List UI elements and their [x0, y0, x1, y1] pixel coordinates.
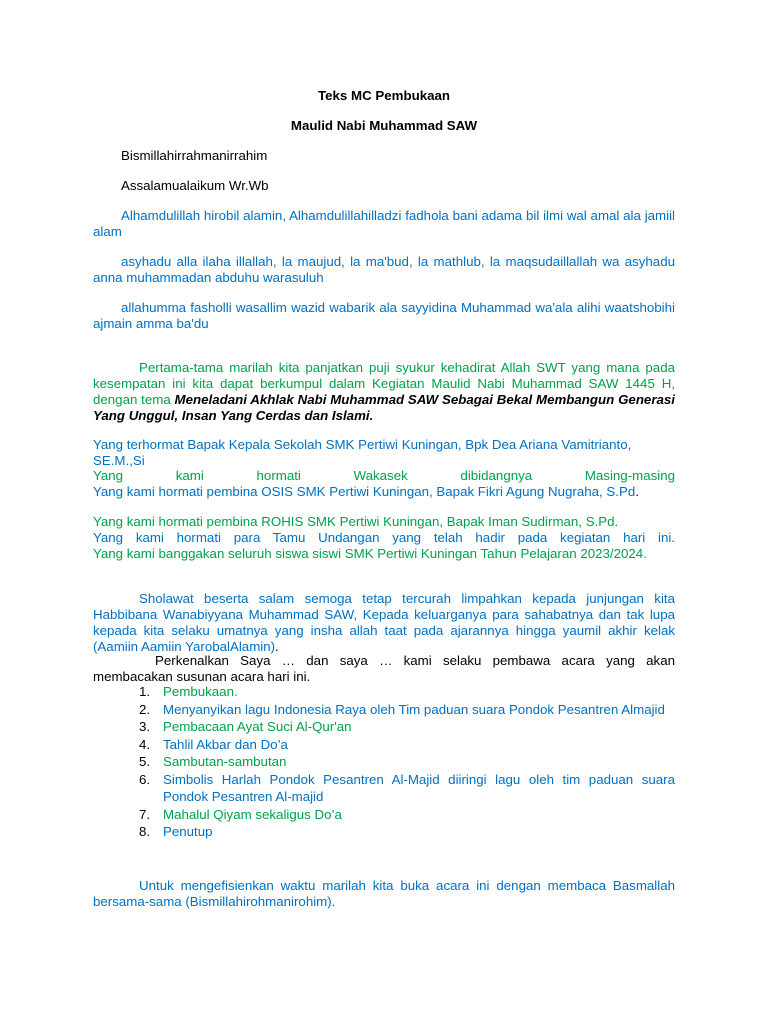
- page-title: Teks MC Pembukaan: [317, 88, 451, 103]
- sholawat-text: Sholawat beserta salam semoga tetap tercurah limpahkan kepada junjungan kita Habbibana Wanabiyyana Muhammad SAW, Kepada keluarganya para sahabatnya dan tak lupa kepada kita selaku umatnya yang insha allah taat pada ajarannya hingga yaumil akhir kelak (Aamiin Aamiin YarobalAlamin): [93, 591, 675, 654]
- list-number: 8.: [139, 824, 151, 839]
- list-number: 4.: [139, 736, 151, 752]
- list-item: [139, 823, 675, 841]
- list-item-text: Pembukaan.: [163, 684, 238, 699]
- list-item-text: Mahalul Qiyam sekaligus Do’a: [163, 806, 342, 822]
- list-item-text: Sambutan-sambutan: [163, 754, 287, 769]
- perkenalan-paragraph: Perkenalkan Saya … dan saya … kami selaku pembawa acara yang akan membacakan susunan acara hari ini.: [93, 653, 675, 684]
- greeting-siswa: Yang kami banggakan seluruh siswa siswi SMK Pertiwi Kuningan Tahun Pelajaran 2023/2024.: [93, 546, 647, 561]
- list-item-text: Pembacaan Ayat Suci Al-Qur'an: [163, 719, 352, 734]
- closing-paragraph: Untuk mengefisienkan waktu marilah kita buka acara ini dengan membaca Basmallah bersama-sama (Bismillahirohmanirohim).: [93, 878, 675, 909]
- list-number: 2.: [139, 701, 151, 717]
- intro-text: Pertama-tama marilah kita panjatkan puji syukur kehadirat Allah SWT yang mana pada kesempatan ini kita dapat berkumpul dalam Kegiatan Maulid Nabi Muhammad SAW 1445 H, dengan tema: [93, 360, 675, 407]
- syahadat-paragraph: asyhadu alla ilaha illallah, la maujud, la ma'bud, la mathlub, la maqsudaillallah wa asyhadu anna muhammadan abduhu warasuluh: [93, 254, 675, 285]
- list-item-text: Simbolis Harlah Pondok Pesantren Al-Majid diiringi lagu oleh tim paduan suara Pondok Pesantren Al-majid: [163, 771, 675, 804]
- list-number: 1.: [139, 684, 151, 699]
- list-item-text: Menyanyikan lagu Indonesia Raya oleh Tim paduan suara Pondok Pesantren Almajid: [163, 701, 665, 717]
- sholawat-paragraph: [93, 591, 675, 655]
- agenda-list: [139, 683, 675, 841]
- list-number: 3.: [139, 719, 151, 734]
- list-item: [139, 736, 675, 754]
- sholawat-end: .: [275, 639, 279, 654]
- intro-paragraph: [93, 360, 675, 424]
- list-item: [139, 718, 675, 736]
- salam: Assalamualaikum Wr.Wb: [121, 178, 269, 193]
- greeting-osis-end: .: [635, 484, 639, 499]
- list-item: [139, 771, 675, 806]
- basmalah: Bismillahirrahmanirrahim: [121, 148, 268, 163]
- hamdalah-paragraph: Alhamdulillah hirobil alamin, Alhamdulillahilladzi fadhola bani adama bil ilmi wal amal ala jamiil alam: [93, 208, 675, 239]
- theme-text: Meneladani Akhlak Nabi Muhammad SAW Sebagai Bekal Membangun Generasi Yang Unggul, Insan Yang Cerdas dan Islami.: [93, 392, 675, 423]
- greeting-wakasek: Yang kami hormati Wakasek dibidangnya Masing-masing: [93, 468, 675, 483]
- list-item: [139, 753, 675, 771]
- page-subtitle: Maulid Nabi Muhammad SAW: [290, 118, 478, 133]
- greeting-rohis: Yang kami hormati pembina ROHIS SMK Pertiwi Kuningan, Bapak Iman Sudirman, S.Pd.: [93, 514, 619, 529]
- list-item: [139, 683, 675, 701]
- list-item: [139, 806, 675, 824]
- sholawat-arabic-paragraph: allahumma fasholli wasallim wazid wabarik ala sayyidina Muhammad wa'ala alihi waatshobihi ajmain amma ba'du: [93, 300, 675, 331]
- greeting-osis: [93, 484, 675, 500]
- list-item: [139, 701, 675, 719]
- list-number: 6.: [139, 771, 151, 787]
- greeting-tamu: Yang kami hormati para Tamu Undangan yang telah hadir pada kegiatan hari ini.: [93, 530, 675, 545]
- list-number: 5.: [139, 754, 151, 769]
- list-number: 7.: [139, 806, 151, 822]
- list-item-text: Penutup: [163, 824, 213, 839]
- list-item-text: Tahlil Akbar dan Do’a: [163, 736, 288, 752]
- greeting-osis-text: Yang kami hormati pembina OSIS SMK Pertiwi Kuningan, Bapak Fikri Agung Nugraha, S.Pd: [93, 484, 636, 499]
- greeting-kepsek: Yang terhormat Bapak Kepala Sekolah SMK Pertiwi Kuningan, Bpk Dea Ariana Vamitrianto, SE.M.,Si: [93, 437, 632, 468]
